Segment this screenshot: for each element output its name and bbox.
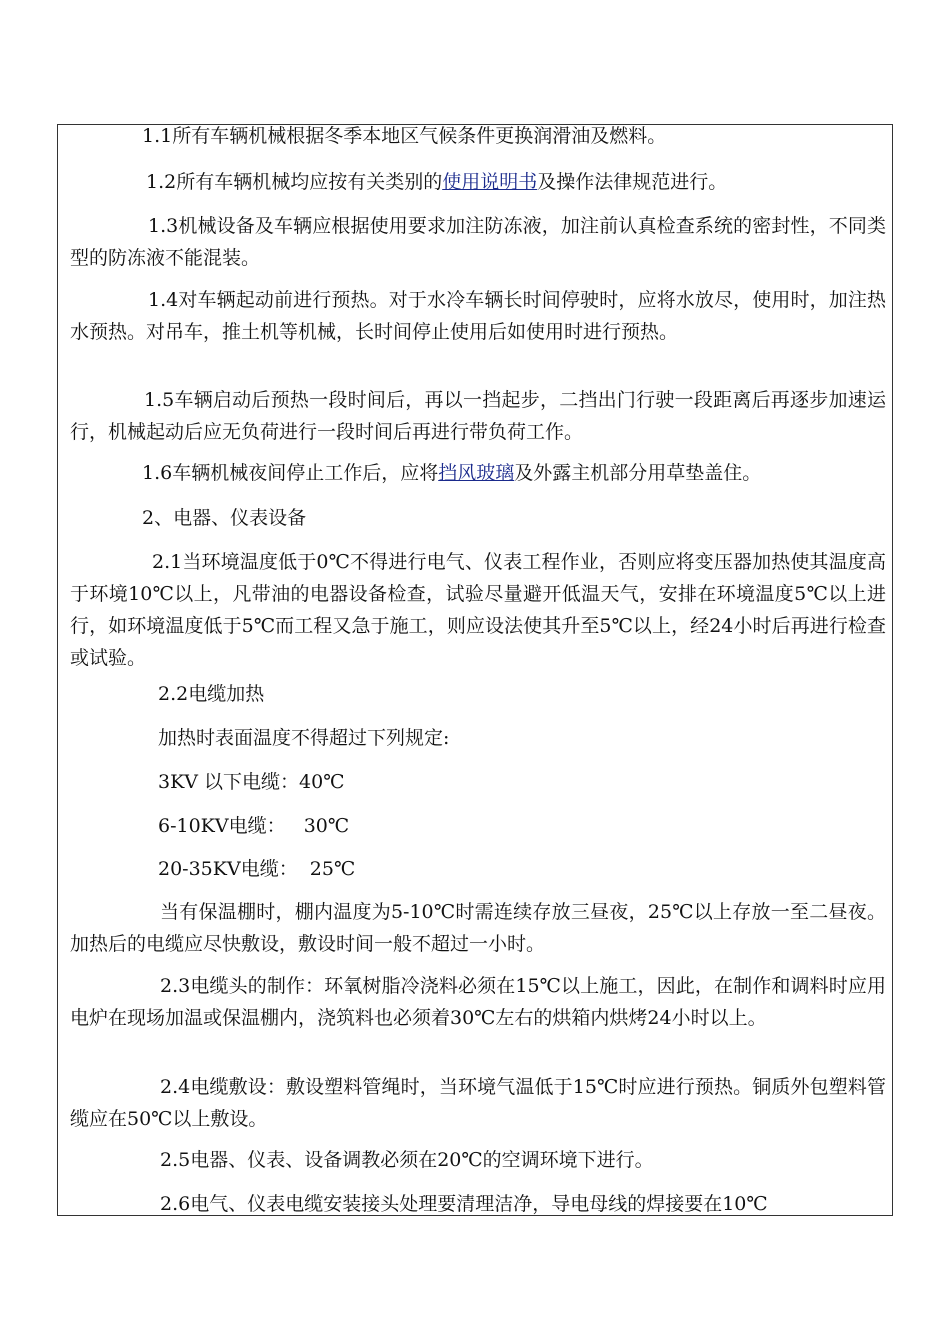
paragraph-2-3: 2.3电缆头的制作：环氧树脂冷浇料必须在15℃以上施工，因此，在制作和调料时应用电炉在现场加温或保温棚内，浇筑料也必须着30℃左右的烘箱内烘烤24小时以上。 xyxy=(70,975,886,1029)
paragraph-2-1: 2.1当环境温度低于0℃不得进行电气、仪表工程作业，否则应将变压器加热使其温度高于环境10℃以上，凡带油的电器设备检查，试验尽量避开低温天气，安排在环境温度5℃以上进行，如环境温度低于5℃而工程又急于施工，则应设法使其升至5℃以上，经24小时后再进行检查或试验。 xyxy=(70,551,886,669)
cable-limit-3kv: 3KV 以下电缆：40℃ xyxy=(158,771,345,793)
cable-limit-20-35kv: 20-35KV电缆： 25℃ xyxy=(158,858,356,880)
paragraph-1-2 xyxy=(70,166,886,198)
paragraph-2-2-note: 当有保温棚时，棚内温度为5-10℃时需连续存放三昼夜，25℃以上存放一至二昼夜。加热后的电缆应尽快敷设，敷设时间一般不超过一小时。 xyxy=(70,901,886,955)
paragraph-2-2-intro: 加热时表面温度不得超过下列规定: xyxy=(158,727,450,749)
paragraph-1-5: 1.5车辆启动后预热一段时间后，再以一挡起步，二挡出门行驶一段距离后再逐步加速运行，机械起动后应无负荷进行一段时间后再进行带负荷工作。 xyxy=(70,389,886,443)
section-heading-2: 2、电器、仪表设备 xyxy=(142,507,307,529)
paragraph-2-4: 2.4电缆敷设：敷设塑料管绳时，当环境气温低于15℃时应进行预热。铜质外包塑料管缆应在50℃以上敷设。 xyxy=(70,1076,886,1130)
paragraph-1-1: 1.1所有车辆机械根据冬季本地区气候条件更换润滑油及燃料。 xyxy=(142,125,667,147)
paragraph-1-3: 1.3机械设备及车辆应根据使用要求加注防冻液，加注前认真检查系统的密封性，不同类型的防冻液不能混装。 xyxy=(70,215,886,269)
paragraph-2-5: 2.5电器、仪表、设备调教必须在20℃的空调环境下进行。 xyxy=(160,1149,654,1171)
paragraph-1-2-text-after: 及操作法律规范进行。 xyxy=(537,171,728,193)
manual-link[interactable]: 使用说明书 xyxy=(442,171,538,193)
paragraph-1-2-text-before: 1.2所有车辆机械均应按有关类别的 xyxy=(146,171,443,193)
windshield-link[interactable]: 挡风玻璃 xyxy=(438,462,515,484)
paragraph-2-2: 2.2电缆加热 xyxy=(158,683,265,705)
paragraph-2-6: 2.6电气、仪表电缆安装接头处理要清理洁净，导电母线的焊接要在10℃ xyxy=(160,1193,768,1215)
paragraph-1-6-text-after: 及外露主机部分用草垫盖住。 xyxy=(514,462,762,484)
paragraph-1-4: 1.4对车辆起动前进行预热。对于水冷车辆长时间停驶时，应将水放尽，使用时，加注热水预热。对吊车，推土机等机械，长时间停止使用后如使用时进行预热。 xyxy=(70,289,886,343)
paragraph-1-6 xyxy=(70,457,886,489)
paragraph-1-6-text-before: 1.6车辆机械夜间停止工作后，应将 xyxy=(142,462,439,484)
cable-limit-6-10kv: 6-10KV电缆： 30℃ xyxy=(158,815,350,837)
